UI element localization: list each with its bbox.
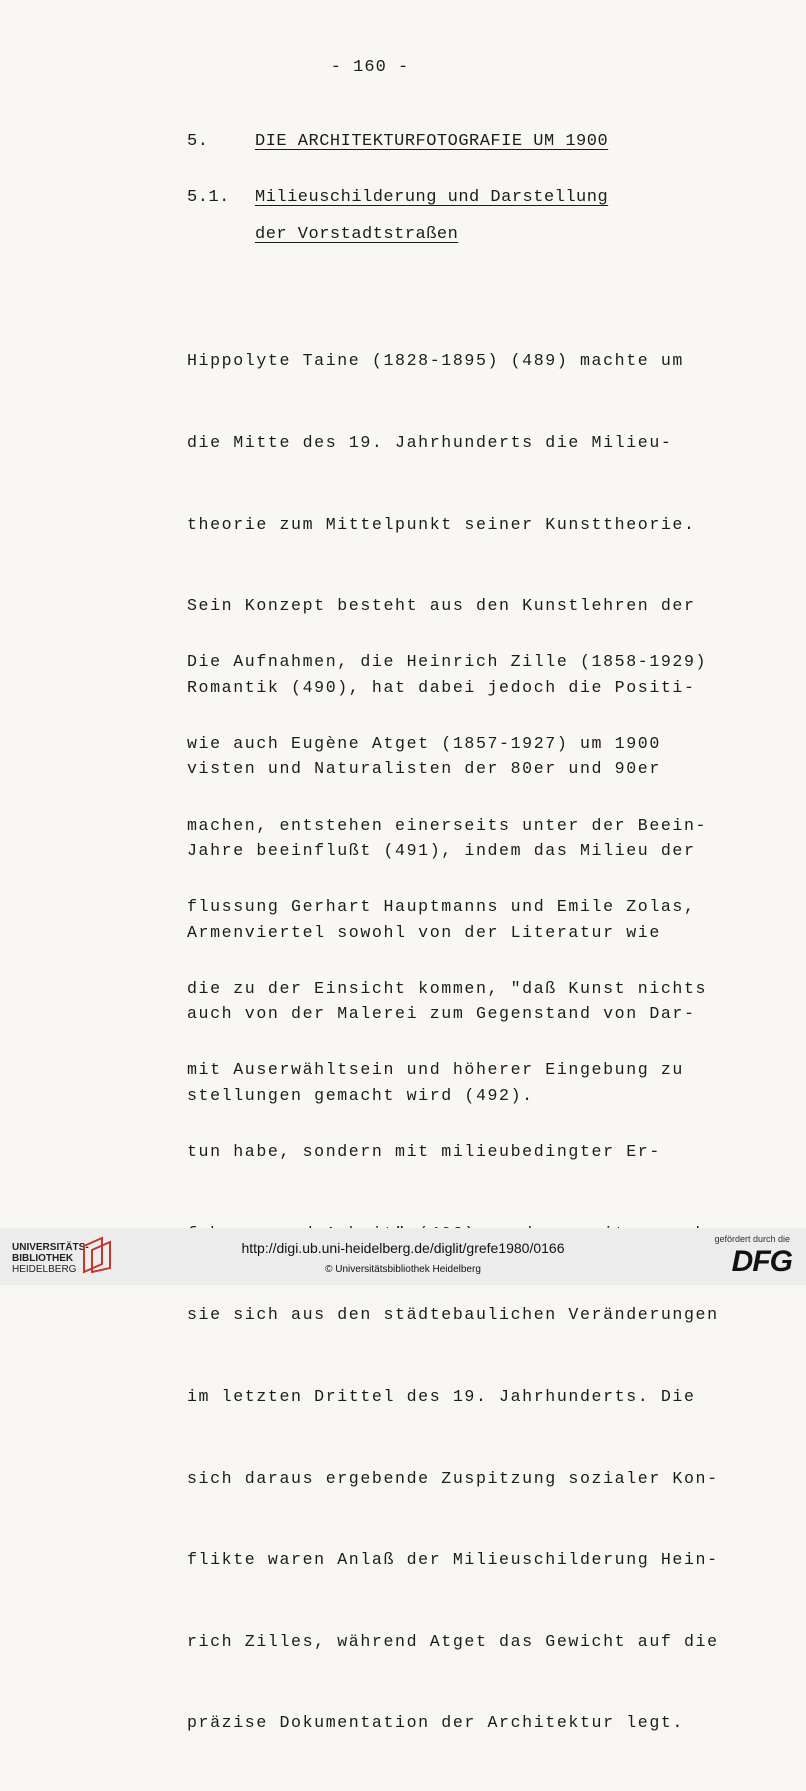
text-line: die Mitte des 19. Jahrhunderts die Milieu- [187,433,673,453]
text-line: Sein Konzept besteht aus den Kunstlehren der [187,596,696,616]
text-line: wie auch Eugène Atget (1857-1927) um 1900 [187,734,661,754]
funding-note: gefördert durch die [714,1234,790,1244]
section-number: 5.1. [187,188,230,207]
text-line: Die Aufnahmen, die Heinrich Zille (1858-1929) [187,652,708,672]
text-line: auch von der Malerei zum Gegenstand von Dar- [187,1004,696,1024]
text-line: flikte waren Anlaß der Milieuschilderung Hein- [187,1550,719,1570]
text-line: präzise Dokumentation der Architektur legt. [187,1713,684,1733]
text-line: visten und Naturalisten der 80er und 90er [187,759,661,779]
text-line: machen, entstehen einerseits unter der Beein- [187,815,708,835]
text-line: Hippolyte Taine (1828-1895) (489) machte um [187,351,684,371]
text-line: rich Zilles, während Atget das Gewicht auf die [187,1631,719,1651]
section-title-line1: Milieuschilderung und Darstellung [255,188,609,207]
section-heading [187,188,608,207]
text-line: theorie zum Mittelpunkt seiner Kunsttheorie. [187,514,696,534]
text-line: im letzten Drittel des 19. Jahrhunderts. Die [187,1386,696,1406]
dfg-logo[interactable]: DFG [731,1245,792,1278]
section-title-line2: der Vorstadtstraßen [255,225,459,244]
section-heading-cont [255,225,458,244]
text-line: stellungen gemacht wird (492). [187,1085,534,1105]
text-line: sie sich aus den städtebaulichen Veränderungen [187,1305,719,1325]
library-logo-line2: BIBLIOTHEK [12,1253,74,1264]
library-logo-line3: HEIDELBERG [12,1264,77,1275]
text-line: Jahre beeinflußt (491), indem das Milieu der [187,841,696,861]
chapter-heading [187,132,608,151]
text-line: Romantik (490), hat dabei jedoch die Positi- [187,677,696,697]
permalink-url[interactable]: http://digi.ub.uni-heidelberg.de/diglit/grefe1980/0166 [241,1240,565,1256]
footer-bar [0,1228,806,1285]
text-line: die zu der Einsicht kommen, "daß Kunst nichts [187,978,708,998]
text-line: mit Auserwähltsein und höherer Eingebung zu [187,1060,684,1080]
chapter-title: DIE ARCHITEKTURFOTOGRAFIE UM 1900 [255,132,609,151]
text-line: sich daraus ergebende Zuspitzung sozialer Kon- [187,1468,719,1488]
chapter-number: 5. [187,132,209,151]
text-line: flussung Gerhart Hauptmanns und Emile Zolas, [187,897,696,917]
library-logo-line1: UNIVERSITÄTS- [12,1242,89,1253]
paragraph-2 [187,594,730,1791]
text-line: Armenviertel sowohl von der Literatur wie [187,922,661,942]
copyright-text: © Universitätsbibliothek Heidelberg [325,1264,481,1275]
text-line: tun habe, sondern mit milieubedingter Er- [187,1142,661,1162]
page-number: - 160 - [330,58,410,77]
